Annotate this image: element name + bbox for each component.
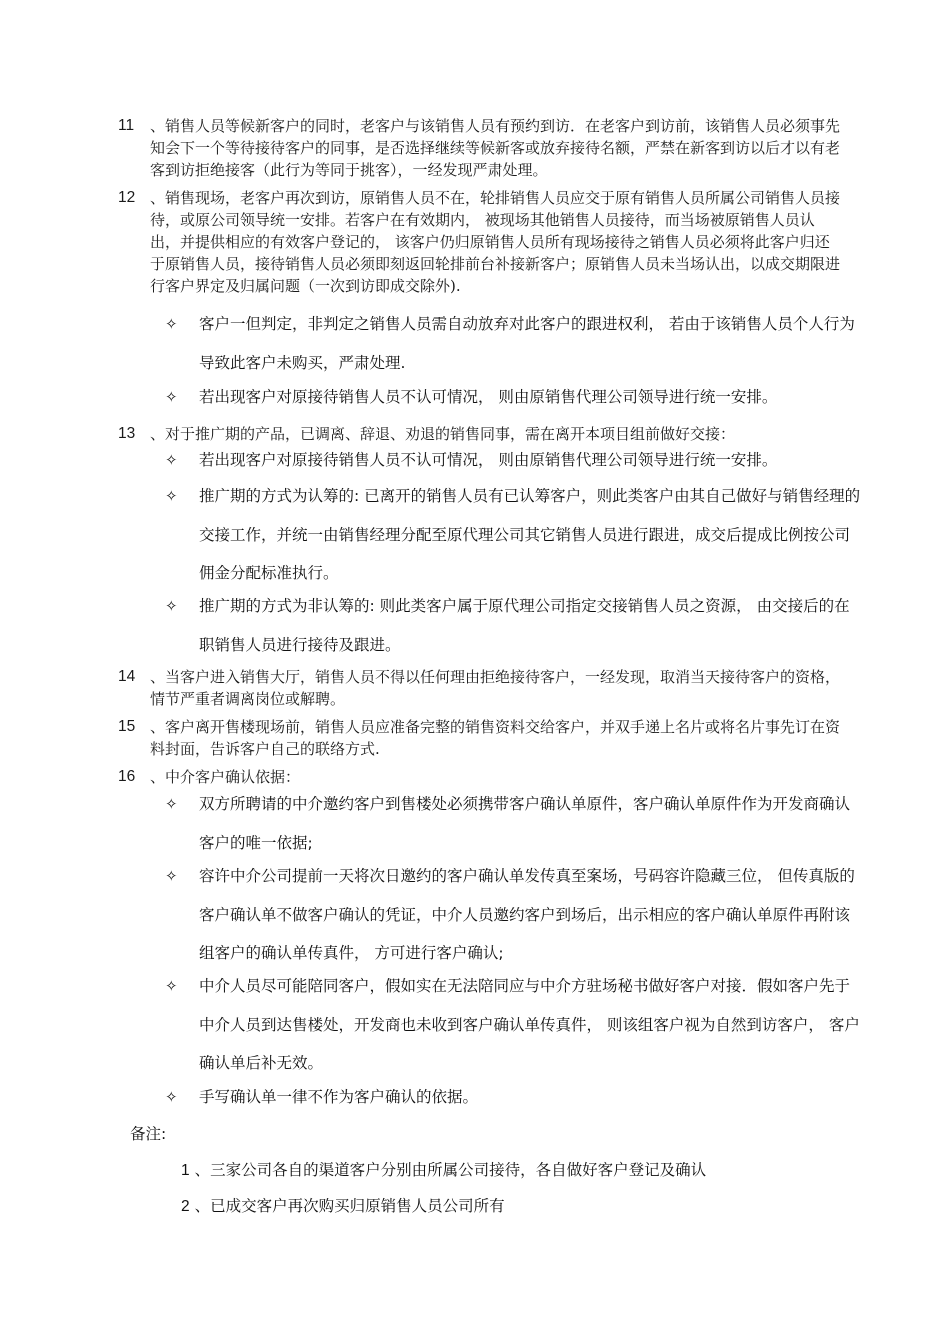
bullet-item [165, 305, 865, 382]
diamond-bullet-icon: ✧ [165, 315, 178, 333]
diamond-bullet-icon: ✧ [165, 597, 178, 615]
diamond-bullet-icon: ✧ [165, 388, 178, 406]
remark-item [181, 1194, 505, 1219]
bullet-item [165, 857, 865, 973]
clause-number: 16 [118, 768, 136, 785]
remark-item [181, 1158, 706, 1183]
bullet-item [165, 441, 865, 480]
remark-text: 、三家公司各自的渠道客户分别由所属公司接待，各自做好客户登记及确认 [194, 1161, 707, 1179]
remark-number: 1 [181, 1162, 190, 1179]
clause-text: 、对于推广期的产品，已调离、辞退、劝退的销售同事，需在离开本项目组前做好交接： [150, 425, 736, 443]
bullet-item [165, 378, 865, 417]
bullet-text: 双方所聘请的中介邀约客户到售楼处必须携带客户确认单原件，客户确认单原件作为开发商确认客户的唯一依据; [199, 795, 851, 852]
bullet-item [165, 1078, 865, 1117]
clause-11 [118, 115, 844, 181]
bullet-item [165, 967, 865, 1083]
bullet-text: 客户一但判定，非判定之销售人员需自动放弃对此客户的跟进权利， 若由于该销售人员个人行为导致此客户未购买，严肃处理. [199, 315, 855, 372]
diamond-bullet-icon: ✧ [165, 487, 178, 505]
diamond-bullet-icon: ✧ [165, 795, 178, 813]
clause-text: 、当客户进入销售大厅，销售人员不得以任何理由拒绝接待客户，一经发现，取消当天接待客户的资格，情节严重者调离岗位或解聘。 [150, 668, 841, 708]
bullet-item [165, 785, 865, 862]
clause-text: 、客户离开售楼现场前，销售人员应准备完整的销售资料交给客户，并双手递上名片或将名片事先订在资料封面，告诉客户自己的联络方式. [150, 718, 841, 758]
remark-text: 、已成交客户再次购买归原销售人员公司所有 [194, 1197, 505, 1215]
bullet-item [165, 587, 865, 664]
bullet-text: 推广期的方式为非认筹的: 则此类客户属于原代理公司指定交接销售人员之资源， 由交接后的在职销售人员进行接待及跟进。 [199, 597, 850, 654]
bullet-text: 手写确认单一律不作为客户确认的依据。 [199, 1088, 479, 1106]
clause-14 [118, 666, 844, 710]
bullet-text: 容许中介公司提前一天将次日邀约的客户确认单发传真至案场，号码容许隐藏三位， 但传真版的客户确认单不做客户确认的凭证，中介人员邀约客户到场后，出示相应的客户确认单原件再附该组客户的确认单传真件， 方可进行客户确认; [199, 867, 855, 962]
clause-number: 15 [118, 718, 136, 735]
clause-number: 14 [118, 668, 136, 685]
remark-number: 2 [181, 1198, 190, 1215]
bullet-text: 推广期的方式为认筹的: 已离开的销售人员有已认筹客户，则此类客户由其自己做好与销售经理的交接工作，并统一由销售经理分配至原代理公司其它销售人员进行跟进，成交后提成比例按公司佣金分配标准执行。 [199, 487, 861, 582]
clause-text: 、销售现场，老客户再次到访，原销售人员不在，轮排销售人员应交于原有销售人员所属公司销售人员接待，或原公司领导统一安排。若客户在有效期内， 被现场其他销售人员接待，而当场被原销售人员认出，并提供相应的有效客户登记的， 该客户仍归原销售人员所有现场接待之销售人员必须将此客户归还于原销售人员，接待销售人员必须即刻返回轮排前台补接新客户；原销售人员未当场认出，以成交期限进行客户界定及归属问题（一次到访即成交除外). [150, 189, 841, 295]
diamond-bullet-icon: ✧ [165, 977, 178, 995]
bullet-text: 中介人员尽可能陪同客户，假如实在无法陪同应与中介方驻场秘书做好客户对接．假如客户先于中介人员到达售楼处，开发商也未收到客户确认单传真件， 则该组客户视为自然到访客户， 客户确认单后补无效。 [199, 977, 860, 1072]
clause-text: 、销售人员等候新客户的同时，老客户与该销售人员有预约到访．在老客户到访前，该销售人员必须事先知会下一个等待接待客户的同事，是否选择继续等候新客或放弃接待名额，严禁在新客到访以后才以有老客到访拒绝接客（此行为等同于挑客），一经发现严肃处理。 [150, 117, 841, 179]
clause-12 [118, 187, 844, 297]
clause-number: 13 [118, 425, 136, 442]
bullet-text: 若出现客户对原接待销售人员不认可情况， 则由原销售代理公司领导进行统一安排。 [199, 388, 778, 406]
clause-number: 11 [118, 117, 135, 134]
clause-15 [118, 716, 844, 760]
clause-text: 、中介客户确认依据： [150, 768, 301, 786]
clause-number: 12 [118, 189, 136, 206]
diamond-bullet-icon: ✧ [165, 451, 178, 469]
bullet-item [165, 477, 865, 593]
remarks-title: 备注: [130, 1125, 167, 1143]
diamond-bullet-icon: ✧ [165, 867, 178, 885]
diamond-bullet-icon: ✧ [165, 1088, 178, 1106]
bullet-text: 若出现客户对原接待销售人员不认可情况， 则由原销售代理公司领导进行统一安排。 [199, 451, 778, 469]
